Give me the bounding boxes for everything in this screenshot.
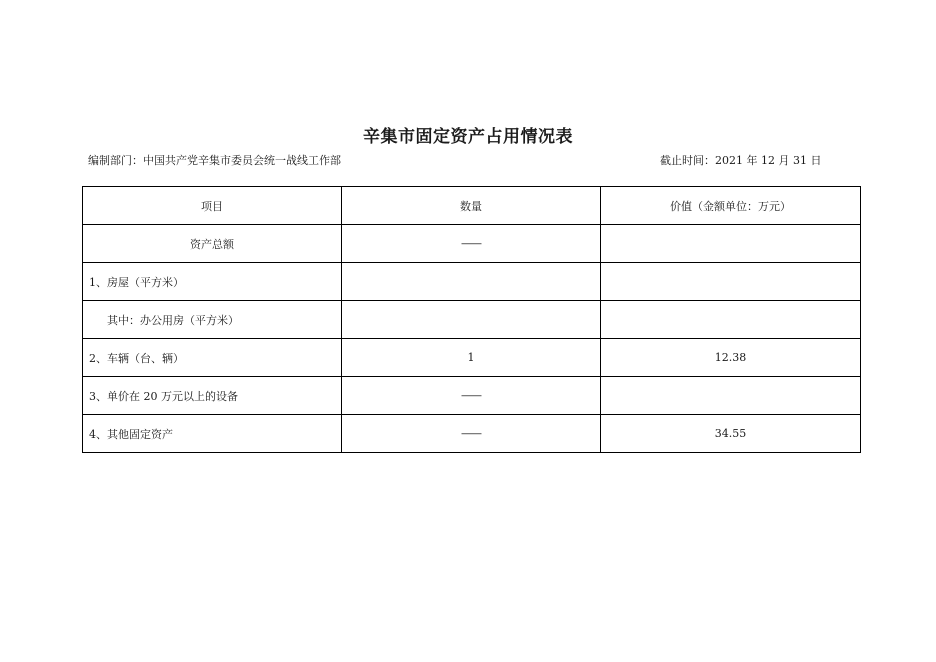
row-item: 4、其他固定资产 — [83, 415, 342, 453]
row-quantity — [342, 301, 601, 339]
row-quantity: —— — [342, 415, 601, 453]
table-row — [83, 263, 861, 301]
document-title: 辛集市固定资产占用情况表 — [363, 127, 573, 147]
table-row — [83, 415, 861, 453]
header-value: 价值（金额单位：万元） — [601, 187, 861, 225]
table-row — [83, 301, 861, 339]
table-header-row — [83, 187, 861, 225]
row-value: 34.55 — [601, 415, 861, 453]
table-row — [83, 339, 861, 377]
row-value — [601, 263, 861, 301]
cutoff-date: 截止时间：2021 年 12 月 31 日 — [660, 154, 822, 167]
row-quantity: 1 — [342, 339, 601, 377]
row-quantity: —— — [342, 377, 601, 415]
table-row — [83, 225, 861, 263]
row-quantity: —— — [342, 225, 601, 263]
row-value — [601, 377, 861, 415]
header-item: 项目 — [83, 187, 342, 225]
row-value — [601, 301, 861, 339]
header-quantity: 数量 — [342, 187, 601, 225]
row-item: 1、房屋（平方米） — [83, 263, 342, 301]
row-value — [601, 225, 861, 263]
compiling-unit: 编制部门：中国共产党辛集市委员会统一战线工作部 — [88, 154, 341, 167]
table-row — [83, 377, 861, 415]
fixed-assets-table — [82, 186, 861, 453]
row-item: 其中：办公用房（平方米） — [83, 301, 342, 339]
row-item: 3、单价在 20 万元以上的设备 — [83, 377, 342, 415]
row-value: 12.38 — [601, 339, 861, 377]
row-quantity — [342, 263, 601, 301]
row-item: 2、车辆（台、辆） — [83, 339, 342, 377]
row-item: 资产总额 — [83, 225, 342, 263]
